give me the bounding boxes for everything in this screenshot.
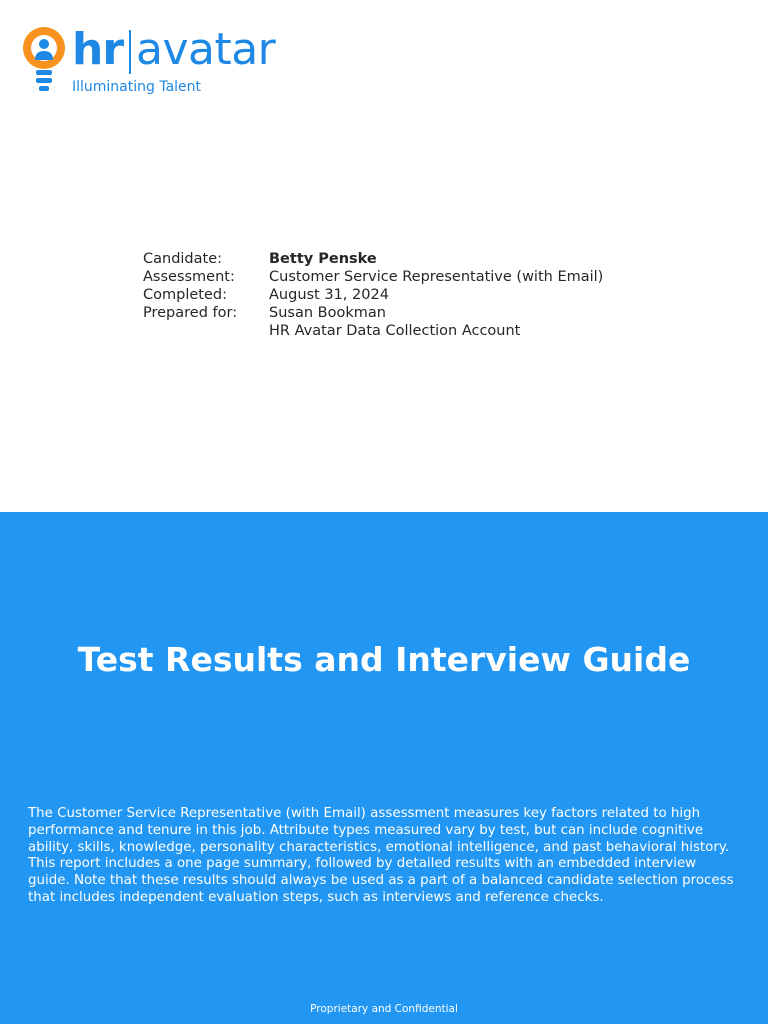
assessment-label: Assessment: bbox=[143, 269, 235, 285]
assessment-row bbox=[143, 268, 603, 286]
account-value: HR Avatar Data Collection Account bbox=[269, 323, 521, 339]
candidate-value: Betty Penske bbox=[269, 251, 377, 267]
report-title: Test Results and Interview Guide bbox=[77, 640, 691, 679]
report-info-block bbox=[143, 250, 603, 340]
prepared-for-row bbox=[143, 304, 603, 322]
account-label bbox=[143, 322, 269, 340]
logo-hr-text: hr bbox=[72, 24, 124, 75]
candidate-row bbox=[143, 250, 603, 268]
lightbulb-avatar-icon bbox=[22, 24, 66, 96]
candidate-label: Candidate: bbox=[143, 251, 223, 267]
prepared-for-label: Prepared for: bbox=[143, 305, 238, 321]
prepared-for-value: Susan Bookman bbox=[269, 305, 386, 321]
logo-divider bbox=[129, 30, 131, 74]
report-description: The Customer Service Representative (with Email) assessment measures key factors related to high performance and tenure in this job. Attribute types measured vary by test, but can include cognitive ability, skills, knowledge, personality characteristics, emotional intelligence, and past behavioral history. This report includes a one page summary, followed by detailed results with an embedded interview guide. Note that these results should always be used as a part of a balanced candidate selection process that includes independent evaluation steps, such as interviews and reference checks. bbox=[28, 806, 734, 905]
account-row bbox=[143, 322, 603, 340]
confidentiality-footer: Proprietary and Confidential bbox=[310, 1003, 458, 1015]
assessment-value: Customer Service Representative (with Email) bbox=[269, 269, 604, 285]
logo-avatar-text: avatar bbox=[136, 24, 276, 75]
title-banner bbox=[0, 512, 768, 1024]
hr-avatar-logo bbox=[22, 22, 282, 102]
logo-tagline: Illuminating Talent bbox=[72, 79, 202, 95]
completed-label: Completed: bbox=[143, 287, 227, 303]
completed-row bbox=[143, 286, 603, 304]
completed-value: August 31, 2024 bbox=[269, 287, 389, 303]
